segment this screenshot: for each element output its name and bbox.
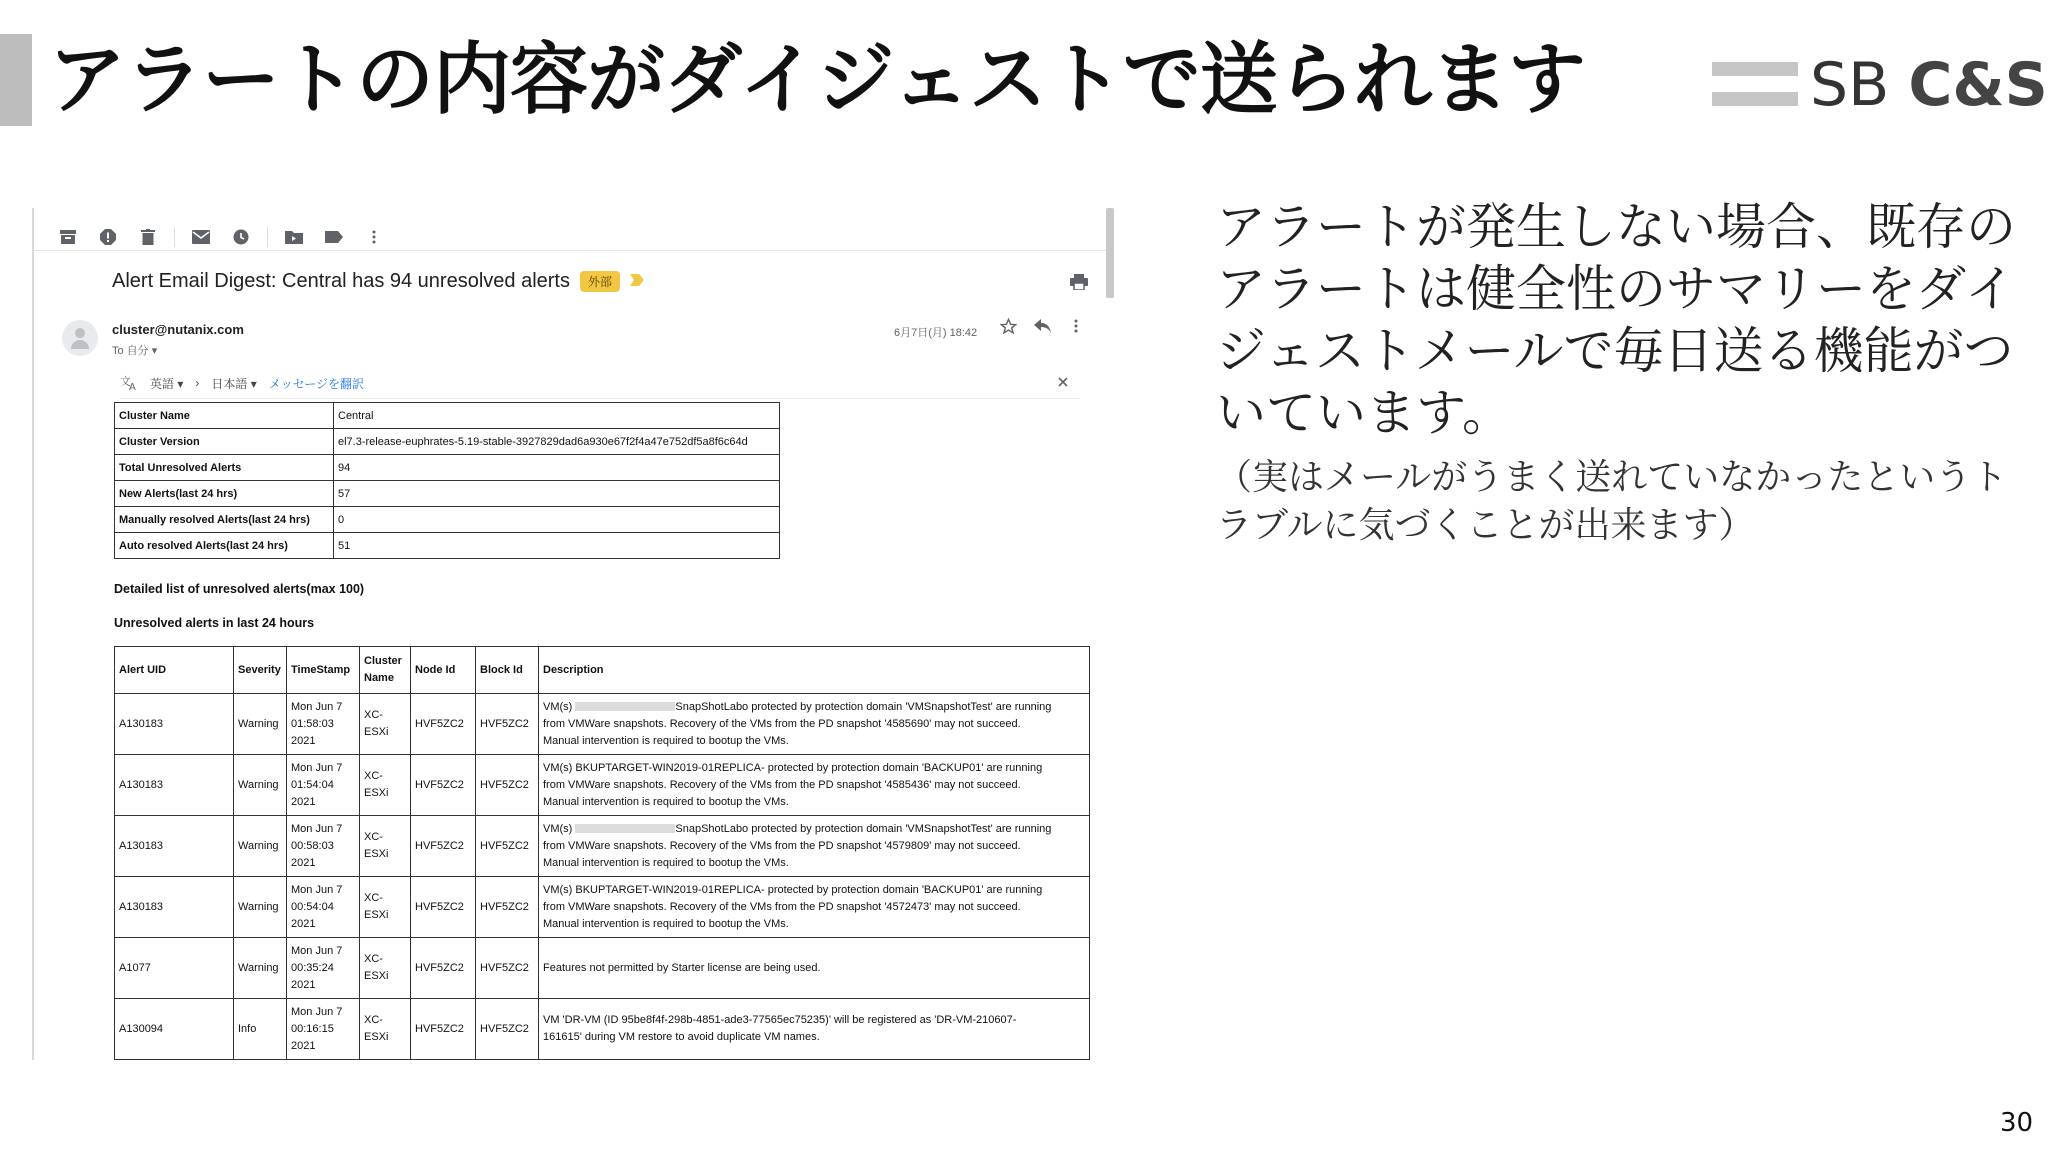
timestamp-date: Mon Jun 7 bbox=[291, 1005, 343, 1018]
alert-block: HVF5ZC2 bbox=[476, 816, 539, 877]
table-row bbox=[115, 455, 780, 481]
timestamp-year: 2021 bbox=[291, 1039, 316, 1052]
desc-line-1: Features not permitted by Starter license are being used. bbox=[543, 961, 821, 974]
move-to-icon[interactable] bbox=[274, 220, 314, 254]
alert-block: HVF5ZC2 bbox=[476, 755, 539, 816]
table-row bbox=[115, 694, 1090, 755]
alert-timestamp bbox=[287, 694, 360, 755]
desc-line-2: from VMWare snapshots. Recovery of the VMs from the PD snapshot '4579809' may not succeed. bbox=[543, 839, 1021, 852]
desc-line-1: VM 'DR-VM (ID 95be8f4f-298b-4851-ade3-77565ec75235)' will be registered as 'DR-VM-210607- bbox=[543, 1014, 1017, 1026]
alert-timestamp bbox=[287, 816, 360, 877]
subject-row bbox=[112, 270, 644, 293]
cluster-line-2: ESXi bbox=[364, 970, 389, 982]
snooze-icon[interactable] bbox=[221, 220, 261, 254]
summary-key: Cluster Version bbox=[115, 429, 334, 455]
alert-node: HVF5ZC2 bbox=[411, 755, 476, 816]
email-date: 6月7日(月) 18:42 bbox=[894, 327, 978, 339]
archive-icon[interactable] bbox=[48, 220, 88, 254]
logo-text bbox=[1810, 50, 2048, 120]
mark-unread-icon[interactable] bbox=[181, 220, 221, 254]
alert-timestamp bbox=[287, 999, 360, 1060]
table-row bbox=[115, 429, 780, 455]
table-row bbox=[115, 877, 1090, 938]
column-header: Alert UID bbox=[115, 647, 234, 694]
more-vert-icon[interactable] bbox=[354, 220, 394, 254]
cluster-line-2: ESXi bbox=[364, 909, 389, 921]
timestamp-time: 00:16:15 bbox=[291, 1022, 334, 1035]
redacted-block bbox=[575, 824, 675, 833]
alert-severity: Warning bbox=[234, 816, 287, 877]
translate-message-link[interactable]: メッセージを翻訳 bbox=[268, 376, 364, 391]
timestamp-year: 2021 bbox=[291, 734, 316, 747]
email-toolbar bbox=[48, 220, 394, 254]
alert-severity: Info bbox=[234, 999, 287, 1060]
report-spam-icon[interactable] bbox=[88, 220, 128, 254]
summary-value: 0 bbox=[334, 507, 780, 533]
email-scrollbar[interactable] bbox=[1106, 208, 1114, 298]
summary-key: Auto resolved Alerts(last 24 hrs) bbox=[115, 533, 334, 559]
email-screenshot bbox=[32, 208, 1114, 1060]
alert-node: HVF5ZC2 bbox=[411, 999, 476, 1060]
importance-marker-icon[interactable] bbox=[630, 273, 644, 291]
cluster-line-2: ESXi bbox=[364, 726, 389, 738]
timestamp-year: 2021 bbox=[291, 978, 316, 991]
timestamp-time: 00:58:03 bbox=[291, 839, 334, 852]
column-header: Block Id bbox=[476, 647, 539, 694]
print-icon[interactable] bbox=[1070, 274, 1088, 295]
summary-value: el7.3-release-euphrates-5.19-stable-3927829dad6a930e67f2f4a47e752df5a8f6c64d bbox=[334, 429, 780, 455]
table-row bbox=[115, 507, 780, 533]
slide-note-text: （実はメールがうまく送れていなかったというトラブルに気づくことが出来ます） bbox=[1216, 457, 2008, 546]
summary-key: New Alerts(last 24 hrs) bbox=[115, 481, 334, 507]
desc-line-3: Manual intervention is required to bootup the VMs. bbox=[543, 734, 789, 747]
alert-node: HVF5ZC2 bbox=[411, 694, 476, 755]
sender-address: cluster@nutanix.com bbox=[112, 322, 244, 337]
alert-cluster bbox=[360, 938, 411, 999]
alert-timestamp bbox=[287, 938, 360, 999]
title-accent-bar bbox=[0, 34, 32, 126]
alert-severity: Warning bbox=[234, 938, 287, 999]
table-row bbox=[115, 816, 1090, 877]
cluster-line-1: XC- bbox=[364, 770, 383, 782]
timestamp-time: 00:35:24 bbox=[291, 961, 334, 974]
desc-line-1a: VM(s) bbox=[543, 700, 573, 713]
timestamp-date: Mon Jun 7 bbox=[291, 944, 343, 957]
timestamp-year: 2021 bbox=[291, 917, 316, 930]
recipient-dropdown[interactable]: To 自分 ▾ bbox=[112, 345, 158, 357]
desc-line-1b: SnapShotLabo protected by protection domain 'VMSnapshotTest' are running bbox=[675, 822, 1052, 835]
more-vert-icon[interactable] bbox=[1074, 318, 1078, 338]
alert-node: HVF5ZC2 bbox=[411, 877, 476, 938]
timestamp-time: 01:58:03 bbox=[291, 717, 334, 730]
desc-line-1a: VM(s) bbox=[543, 822, 573, 835]
alert-uid: A1077 bbox=[115, 938, 234, 999]
alert-description bbox=[539, 755, 1090, 816]
avatar-head bbox=[75, 328, 85, 338]
desc-line-3: Manual intervention is required to bootup the VMs. bbox=[543, 917, 789, 930]
toolbar-separator bbox=[267, 227, 268, 247]
detail-list-title: Detailed list of unresolved alerts(max 100) bbox=[114, 582, 365, 596]
logo-prefix: SB bbox=[1810, 50, 1890, 120]
alert-description bbox=[539, 999, 1090, 1060]
alert-cluster bbox=[360, 694, 411, 755]
close-icon[interactable] bbox=[1058, 374, 1068, 390]
cluster-line-2: ESXi bbox=[364, 787, 389, 799]
star-icon[interactable] bbox=[1000, 318, 1017, 340]
summary-key: Total Unresolved Alerts bbox=[115, 455, 334, 481]
toolbar-separator bbox=[174, 227, 175, 247]
translate-bar bbox=[120, 368, 1080, 399]
timestamp-date: Mon Jun 7 bbox=[291, 822, 343, 835]
timestamp-year: 2021 bbox=[291, 856, 316, 869]
desc-line-2: from VMWare snapshots. Recovery of the VMs from the PD snapshot '4585436' may not succeed. bbox=[543, 778, 1021, 791]
table-row bbox=[115, 533, 780, 559]
cluster-line-1: XC- bbox=[364, 953, 383, 965]
timestamp-time: 01:54:04 bbox=[291, 778, 334, 791]
cluster-line-2: ESXi bbox=[364, 1031, 389, 1043]
alert-severity: Warning bbox=[234, 694, 287, 755]
summary-key: Manually resolved Alerts(last 24 hrs) bbox=[115, 507, 334, 533]
alert-uid: A130183 bbox=[115, 755, 234, 816]
desc-line-1b: SnapShotLabo protected by protection domain 'VMSnapshotTest' are running bbox=[675, 700, 1052, 713]
alert-block: HVF5ZC2 bbox=[476, 938, 539, 999]
column-header: Description bbox=[539, 647, 1090, 694]
cluster-line-2: ESXi bbox=[364, 848, 389, 860]
summary-value: 51 bbox=[334, 533, 780, 559]
alert-block: HVF5ZC2 bbox=[476, 999, 539, 1060]
table-header-row bbox=[115, 647, 1090, 694]
slide-title: アラートの内容がダイジェストで送られます bbox=[48, 35, 1585, 125]
alert-cluster bbox=[360, 755, 411, 816]
target-language-select[interactable]: 日本語 ▾ bbox=[211, 376, 257, 391]
alert-severity: Warning bbox=[234, 755, 287, 816]
external-badge[interactable]: 外部 bbox=[580, 271, 620, 292]
alert-block: HVF5ZC2 bbox=[476, 694, 539, 755]
alert-description bbox=[539, 694, 1090, 755]
alert-severity: Warning bbox=[234, 877, 287, 938]
sender-avatar bbox=[62, 320, 98, 356]
reply-icon[interactable] bbox=[1034, 318, 1051, 338]
alert-uid: A130183 bbox=[115, 694, 234, 755]
column-header: Cluster Name bbox=[360, 647, 411, 694]
alert-description bbox=[539, 877, 1090, 938]
timestamp-date: Mon Jun 7 bbox=[291, 761, 343, 774]
logo-suffix: C&S bbox=[1908, 50, 2048, 120]
column-header: TimeStamp bbox=[287, 647, 360, 694]
cluster-line-1: XC- bbox=[364, 1014, 383, 1026]
desc-line-2: from VMWare snapshots. Recovery of the VMs from the PD snapshot '4585690' may not succeed. bbox=[543, 717, 1021, 730]
cluster-line-1: XC- bbox=[364, 892, 383, 904]
alert-block: HVF5ZC2 bbox=[476, 877, 539, 938]
svg-text:文: 文 bbox=[120, 374, 131, 388]
logo-bar-top bbox=[1712, 62, 1798, 76]
alert-cluster bbox=[360, 877, 411, 938]
summary-key: Cluster Name bbox=[115, 403, 334, 429]
svg-text:A: A bbox=[129, 381, 136, 390]
alert-node: HVF5ZC2 bbox=[411, 816, 476, 877]
alert-timestamp bbox=[287, 877, 360, 938]
table-row bbox=[115, 999, 1090, 1060]
summary-value: 94 bbox=[334, 455, 780, 481]
cluster-summary-table bbox=[114, 402, 780, 559]
desc-line-3: Manual intervention is required to bootup the VMs. bbox=[543, 795, 789, 808]
company-logo bbox=[1712, 50, 2048, 120]
alert-uid: A130183 bbox=[115, 877, 234, 938]
alert-uid: A130183 bbox=[115, 816, 234, 877]
column-header: Severity bbox=[234, 647, 287, 694]
source-language-select[interactable]: 英語 ▾ bbox=[150, 376, 184, 391]
column-header: Node Id bbox=[411, 647, 476, 694]
table-row bbox=[115, 755, 1090, 816]
timestamp-date: Mon Jun 7 bbox=[291, 700, 343, 713]
alert-cluster bbox=[360, 816, 411, 877]
table-row bbox=[115, 481, 780, 507]
table-row bbox=[115, 403, 780, 429]
slide-body-text: アラートが発生しない場合、既存のアラートは健全性のサマリーをダイジェストメールで毎日送る機能がついています。 bbox=[1216, 198, 2016, 442]
redacted-block bbox=[575, 702, 675, 711]
delete-icon[interactable] bbox=[128, 220, 168, 254]
desc-line-1: VM(s) BKUPTARGET-WIN2019-01REPLICA- protected by protection domain 'BACKUP01' are running bbox=[543, 761, 1043, 774]
summary-value: 57 bbox=[334, 481, 780, 507]
page-number: 30 bbox=[2000, 1108, 2034, 1138]
alert-uid: A130094 bbox=[115, 999, 234, 1060]
last24-title: Unresolved alerts in last 24 hours bbox=[114, 616, 315, 630]
avatar-body bbox=[71, 340, 89, 349]
alert-timestamp bbox=[287, 755, 360, 816]
logo-bar-bottom bbox=[1712, 92, 1798, 106]
label-icon[interactable] bbox=[314, 220, 354, 254]
cluster-line-1: XC- bbox=[364, 831, 383, 843]
alert-cluster bbox=[360, 999, 411, 1060]
desc-line-1: VM(s) BKUPTARGET-WIN2019-01REPLICA- protected by protection domain 'BACKUP01' are running bbox=[543, 883, 1043, 896]
email-subject: Alert Email Digest: Central has 94 unresolved alerts bbox=[112, 270, 570, 292]
desc-line-2: from VMWare snapshots. Recovery of the VMs from the PD snapshot '4572473' may not succeed. bbox=[543, 900, 1021, 913]
timestamp-time: 00:54:04 bbox=[291, 900, 334, 913]
desc-line-3: Manual intervention is required to bootup the VMs. bbox=[543, 856, 789, 869]
cluster-line-1: XC- bbox=[364, 709, 383, 721]
alert-description bbox=[539, 816, 1090, 877]
translate-icon bbox=[120, 374, 138, 393]
alert-description bbox=[539, 938, 1090, 999]
desc-line-2: 161615' during VM restore to avoid duplicate VM names. bbox=[543, 1031, 820, 1043]
timestamp-year: 2021 bbox=[291, 795, 316, 808]
alerts-table bbox=[114, 646, 1090, 1060]
alert-node: HVF5ZC2 bbox=[411, 938, 476, 999]
table-row bbox=[115, 938, 1090, 999]
toolbar-divider bbox=[34, 250, 1114, 251]
translate-arrow-icon: › bbox=[195, 376, 200, 390]
summary-value: Central bbox=[334, 403, 780, 429]
timestamp-date: Mon Jun 7 bbox=[291, 883, 343, 896]
